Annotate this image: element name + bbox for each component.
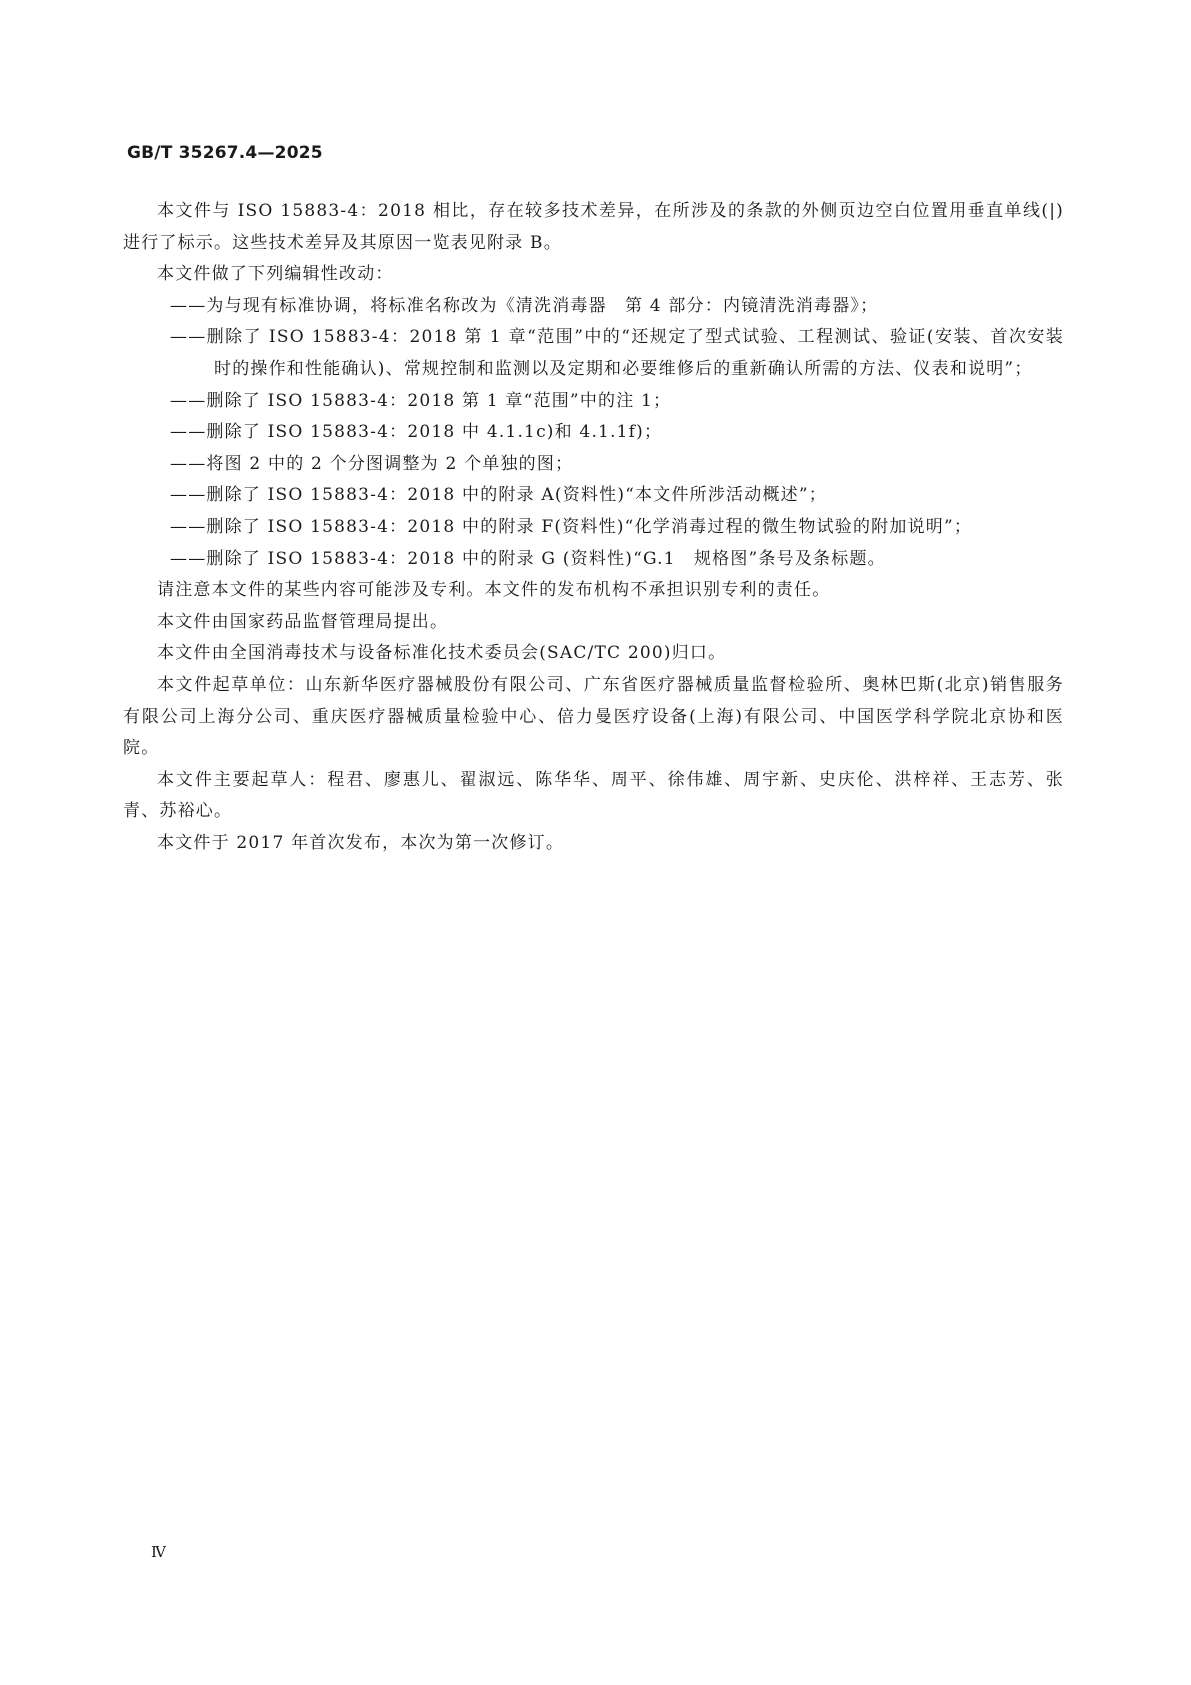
page-number: Ⅳ xyxy=(151,1543,166,1561)
paragraph-technical-differences: 本文件与 ISO 15883-4：2018 相比，存在较多技术差异，在所涉及的条款的外侧页边空白位置用垂直单线(|)进行了标示。这些技术差异及其原因一览表见附录 B。 xyxy=(123,201,1064,253)
edit-item-scope-note: ——删除了 ISO 15883-4：2018 第 1 章“范围”中的注 1； xyxy=(170,390,672,411)
document-code: GB/T 35267.4—2025 xyxy=(127,143,323,163)
edit-item-annex-g: ——删除了 ISO 15883-4：2018 中的附录 G (资料性)“G.1 规格图”条号及条标题。 xyxy=(170,548,886,569)
paragraph-drafters: 本文件主要起草人：程君、廖惠儿、翟淑远、陈华华、周平、徐伟雄、周宇新、史庆伦、洪梓祥、王志芳、张青、苏裕心。 xyxy=(123,769,1064,822)
paragraph-publication-history: 本文件于 2017 年首次发布，本次为第一次修订。 xyxy=(157,832,565,853)
edit-item-annex-f: ——删除了 ISO 15883-4：2018 中的附录 F(资料性)“化学消毒过程的微生物试验的附加说明”； xyxy=(170,516,973,537)
foreword-body xyxy=(123,196,1064,859)
paragraph-patent-notice: 请注意本文件的某些内容可能涉及专利。本文件的发布机构不承担识别专利的责任。 xyxy=(157,580,831,601)
paragraph-technical-committee: 本文件由全国消毒技术与设备标准化技术委员会(SAC/TC 200)归口。 xyxy=(157,643,727,664)
edit-item-title: ——为与现有标准协调，将标准名称改为《清洗消毒器 第 4 部分：内镜清洗消毒器》； xyxy=(170,295,879,316)
edit-item-figure: ——将图 2 中的 2 个分图调整为 2 个单独的图； xyxy=(170,453,574,474)
paragraph-editorial-intro: 本文件做了下列编辑性改动： xyxy=(157,264,394,285)
edit-item-scope-text: ——删除了 ISO 15883-4：2018 第 1 章“范围”中的“还规定了型式试验、工程测试、验证(安装、首次安装时的操作和性能确认)、常规控制和监测以及定期和必要维修后的重新确认所需的方法、仪表和说明”； xyxy=(170,327,1064,379)
paragraph-proposed-by: 本文件由国家药品监督管理局提出。 xyxy=(157,611,449,632)
paragraph-drafting-units: 本文件起草单位：山东新华医疗器械股份有限公司、广东省医疗器械质量监督检验所、奥林巴斯(北京)销售服务有限公司上海分公司、重庆医疗器械质量检验中心、倍力曼医疗设备(上海)有限公司、中国医学科学院北京协和医院。 xyxy=(123,674,1064,759)
edit-item-clauses: ——删除了 ISO 15883-4：2018 中 4.1.1c)和 4.1.1f)； xyxy=(170,422,663,443)
edit-item-annex-a: ——删除了 ISO 15883-4：2018 中的附录 A(资料性)“本文件所涉活动概述”； xyxy=(170,485,827,506)
